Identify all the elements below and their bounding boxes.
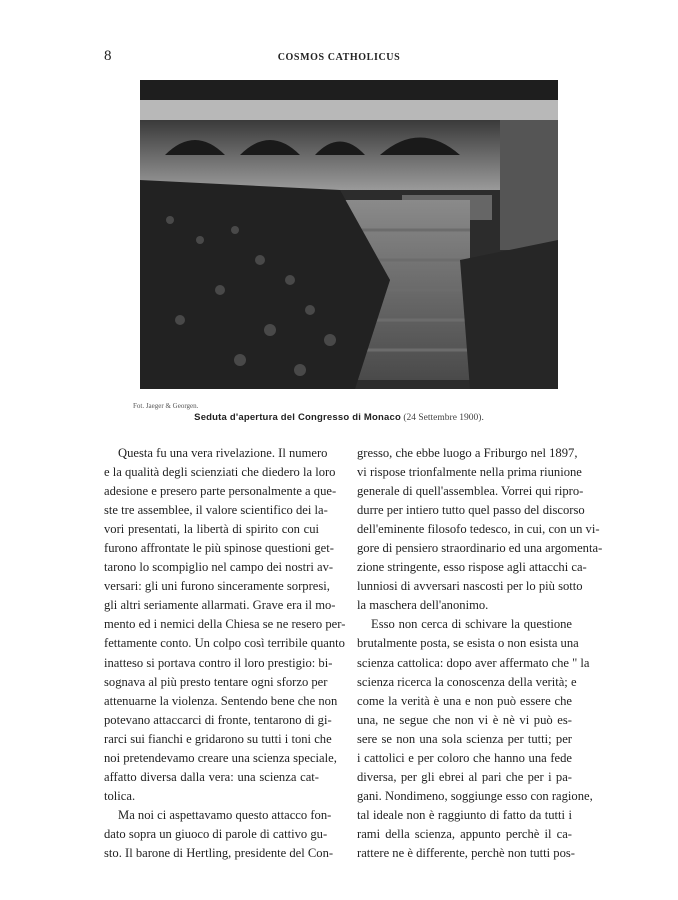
congress-photograph bbox=[140, 80, 558, 389]
text-line: Ma noi ci aspettavamo questo attacco fon- bbox=[118, 807, 332, 822]
text-line: generale di quell'assemblea. Vorrei qui ripro- bbox=[357, 484, 584, 499]
text-line: ste tre assemblee, il valore scientifico dei la- bbox=[104, 503, 328, 518]
text-line: gresso, che ebbe luogo a Friburgo nel 1897, bbox=[357, 446, 578, 460]
text-line: dell'eminente filosofo tedesco, in cui, con un vi- bbox=[357, 522, 600, 537]
text-line: noi pretendevamo creare una scienza speciale, bbox=[104, 750, 337, 765]
figure-caption bbox=[0, 412, 678, 423]
text-line: diversa, per gli ebrei al pari che per i pa- bbox=[357, 769, 572, 784]
text-line: tolica. bbox=[104, 788, 136, 803]
text-line: i cattolici e per coloro che hanno una fede bbox=[357, 750, 572, 765]
text-line: come la verità è una e non può essere che bbox=[357, 693, 572, 708]
text-line: la maschera dell'anonimo. bbox=[357, 598, 489, 613]
text-line: adesione e presero parte personalmente a que- bbox=[104, 484, 337, 499]
text-line: sto. Il barone di Hertling, presidente del Con- bbox=[104, 845, 334, 860]
text-line: zione stringente, esso rispose agli attacchi ca- bbox=[357, 560, 587, 575]
caption-title: Seduta d'apertura del Congresso di Monaco bbox=[194, 412, 401, 423]
text-line: gani. Nondimeno, soggiunge esso con ragione, bbox=[357, 788, 593, 803]
text-line: inatteso si portava contro il loro prestigio: bi- bbox=[104, 655, 333, 670]
text-line: tal ideale non è raggiunto di fatto da tutti i bbox=[357, 807, 572, 822]
text-line: affatto diversa dalla vera: una scienza cat- bbox=[104, 769, 319, 784]
text-line: versari: gli uni furono sinceramente sorpresi, bbox=[104, 579, 330, 594]
text-line: Esso non cerca di schivare la questione bbox=[371, 617, 572, 632]
text-line: brutalmente posta, se esista o non esista una bbox=[357, 636, 579, 651]
text-line: e la qualità degli scienziati che diedero la loro bbox=[104, 465, 336, 480]
text-line: scienza ricerca la conoscenza della verità; e bbox=[357, 674, 577, 689]
text-line: lunniosi di avversari nascosti per lo più sotto bbox=[357, 579, 583, 594]
text-line: rattere ne è differente, perchè non tutti pos- bbox=[357, 845, 575, 860]
right-column bbox=[357, 444, 603, 863]
text-line: rarci sui fianchi e gridarono su tutti i toni che bbox=[104, 731, 332, 746]
text-line: scienza cattolica: dopo aver affermato che " la bbox=[357, 655, 590, 670]
text-line: sere se non una sola scienza per tutti; per bbox=[357, 731, 572, 746]
text-line: dato sopra un giuoco di parole di cattivo gu- bbox=[104, 826, 328, 841]
text-line: potevano attaccarci di fronte, tentarono di gi- bbox=[104, 712, 332, 727]
text-line: Questa fu una vera rivelazione. Il numero bbox=[118, 446, 328, 460]
page-number: 8 bbox=[104, 48, 112, 64]
text-line: gli altri seriamente allarmati. Grave era il mo- bbox=[104, 598, 336, 613]
text-line: fettamente conto. Un colpo così terribile quanto bbox=[104, 636, 345, 651]
left-column bbox=[104, 444, 346, 863]
text-line: una, ne segue che non vi è nè vi può es- bbox=[357, 712, 572, 727]
text-line: rami della scienza, appunto perchè il ca- bbox=[357, 826, 572, 841]
text-line: vi rispose trionfalmente nella prima riunione bbox=[357, 465, 582, 480]
caption-date: (24 Settembre 1900). bbox=[403, 413, 484, 423]
text-line: durre per intiero tutto quel passo del discorso bbox=[357, 503, 585, 518]
text-line: tarono lo scompiglio nel campo dei nostri av- bbox=[104, 560, 334, 575]
photo-credit: Fot. Jaeger & Georgen. bbox=[133, 402, 199, 410]
text-line: sognava al più presto tentare ogni sforzo per bbox=[104, 674, 328, 689]
text-line: attenuarne la violenza. Sentendo bene che non bbox=[104, 693, 338, 708]
text-line: vori presentati, la libertà di spirito con cui bbox=[104, 522, 319, 537]
text-line: mento ed i nemici della Chiesa se ne resero per- bbox=[104, 617, 346, 632]
text-line: furono affrontate le più spinose questioni get- bbox=[104, 541, 334, 556]
text-line: gore di pensiero straordinario ed una argomenta- bbox=[357, 541, 603, 556]
running-title: COSMOS CATHOLICUS bbox=[277, 52, 401, 63]
